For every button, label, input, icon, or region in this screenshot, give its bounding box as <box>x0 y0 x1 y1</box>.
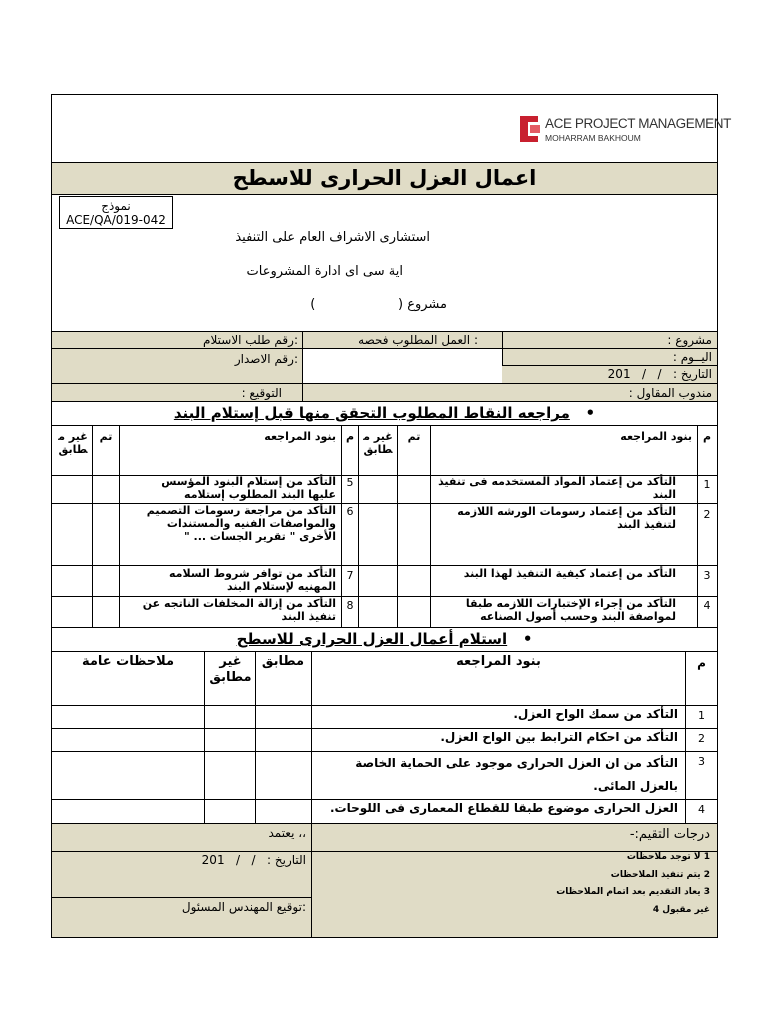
s1-right-item-2-number: 2 <box>703 508 711 521</box>
date-field[interactable]: التاريخ : / / 201 <box>607 367 712 381</box>
s2-header-items: بنود المراجعه <box>456 654 541 669</box>
logo <box>518 112 731 148</box>
s1-header-done-left: تم <box>99 430 113 443</box>
logo-name: ACE PROJECT MANAGEMENT <box>545 116 731 131</box>
s1-right-item-3-text: التأكد من إعتماد كيفية التنفيذ لهذا البند <box>463 567 676 580</box>
s1-left-item-6-text: التأكد من مراجعة رسومات التصميم والمواصفات الفنيه والمستندات الأخرى " تقرير الجسات ... " <box>146 504 336 543</box>
s1-right-item-4-number: 4 <box>703 599 711 612</box>
s2-header-m: م <box>697 656 706 670</box>
s1-header-items-right: بنود المراجعه <box>620 430 692 443</box>
s2-item-2-number: 2 <box>698 732 705 745</box>
bullet-icon: • <box>507 630 533 648</box>
s1-header-notmatch-left: غير مطابق <box>58 430 88 456</box>
s1-left-item-5-text: التأكد من إستلام البنود المؤسس عليها البند المطلوب إستلامه <box>161 475 336 501</box>
s1-right-item-2-text: التأكد من إعتماد رسومات الورشه اللازمه لتنفيذ البند <box>457 505 676 531</box>
logo-subtitle: MOHARRAM BAKHOUM <box>545 133 641 143</box>
form-code-label: نموذج <box>101 199 131 213</box>
section1-title <box>52 402 717 424</box>
s2-item-2-text: التأكد من احكام الترابط بين الواح العزل. <box>440 730 678 744</box>
grade-1: 1 لا توجد ملاحظات <box>626 852 710 862</box>
s1-header-items-left: بنود المراجعه <box>264 430 336 443</box>
s2-item-4-text: العزل الحرارى موضوع طبقا للقطاع المعمارى فى اللوحات. <box>329 801 678 815</box>
company-line: اية سى اى ادارة المشروعات <box>246 264 403 279</box>
s2-item-1-text: التأكد من سمك الواح العزل. <box>513 707 678 721</box>
grades-label: درجات التقيم:- <box>629 827 710 842</box>
grade-3: 3 يعاد التقديم بعد اتمام الملاحظات <box>556 887 710 897</box>
project-field[interactable]: مشروع : <box>667 333 712 347</box>
s1-left-item-7-text: التأكد من توافر شروط السلامه المهنيه لإستلام البند <box>169 567 336 593</box>
signature-field[interactable]: التوقيع : <box>241 386 282 400</box>
s2-item-4-number: 4 <box>698 803 705 816</box>
s1-left-item-8-text: التأكد من إزالة المخلفات الناتجه عن تنفيذ البند <box>142 597 336 623</box>
approval-date-field[interactable]: التاريخ : / / 201 <box>201 853 306 867</box>
s2-item-3-number: 3 <box>698 755 705 768</box>
s2-header-notes: ملاحظات عامة <box>81 654 175 669</box>
s2-item-1-number: 1 <box>698 709 705 722</box>
engineer-signature-field[interactable]: :توقيع المهندس المسئول <box>181 900 306 914</box>
s1-left-item-6-number: 6 <box>346 505 354 518</box>
form-code-box <box>59 196 173 229</box>
grade-2: 2 يتم تنفيذ الملاحظات <box>610 870 710 880</box>
work-field[interactable]: : العمل المطلوب فحصه <box>358 333 478 347</box>
approve-label: ،، يعتمد <box>268 826 306 840</box>
form-sheet <box>51 94 731 938</box>
logo-mark-icon <box>518 112 542 146</box>
s1-right-item-4-text: التأكد من إجراء الإختبارات اللازمه طبقا لمواصفة البند وحسب أصول الصناعه <box>465 597 676 623</box>
s1-header-done-right: تم <box>407 430 421 443</box>
s2-header-notmatch: غير مطابق <box>209 654 252 685</box>
grade-4: غير مقبول 4 <box>652 905 710 915</box>
form-code: ACE/QA/019-042 <box>66 213 166 227</box>
project-line: مشروع ( ) <box>310 297 447 312</box>
s1-left-item-5-number: 5 <box>346 476 354 489</box>
s1-right-item-1-number: 1 <box>703 478 711 491</box>
page-title: اعمال العزل الحرارى للاسطح <box>52 163 717 194</box>
section2-title <box>52 628 717 650</box>
s1-header-m-right: م <box>702 430 712 443</box>
bullet-icon: • <box>569 404 596 422</box>
contractor-rep-field[interactable]: مندوب المقاول : <box>628 386 712 400</box>
s1-right-item-3-number: 3 <box>703 569 711 582</box>
s1-header-m-left: م <box>345 430 355 443</box>
section2-title-text: استلام أعمال العزل الحرارى للاسطح <box>236 630 508 648</box>
supervisor-line: استشارى الاشراف العام على التنفيذ <box>235 230 430 245</box>
s2-header-match: مطابق <box>261 654 305 669</box>
s2-item-3-text: التأكد من ان العزل الحرارى موجود على الحماية الخاصة بالعزل المائى. <box>355 756 678 793</box>
issue-number-field[interactable]: :رقم الاصدار <box>234 352 298 366</box>
s1-left-item-8-number: 8 <box>346 599 354 612</box>
day-field[interactable]: اليــوم : <box>672 350 712 364</box>
s1-right-item-1-text: التأكد من إعتماد المواد المستخدمه فى تنفيذ البند <box>438 475 676 501</box>
request-number-field[interactable]: :رقم طلب الاستلام <box>203 333 298 347</box>
s1-left-item-7-number: 7 <box>346 569 354 582</box>
s1-header-notmatch-right: غير مطابق <box>363 430 393 456</box>
section1-title-text: مراجعه النقاط المطلوب التحقق منها قبل إستلام البند <box>173 404 570 422</box>
